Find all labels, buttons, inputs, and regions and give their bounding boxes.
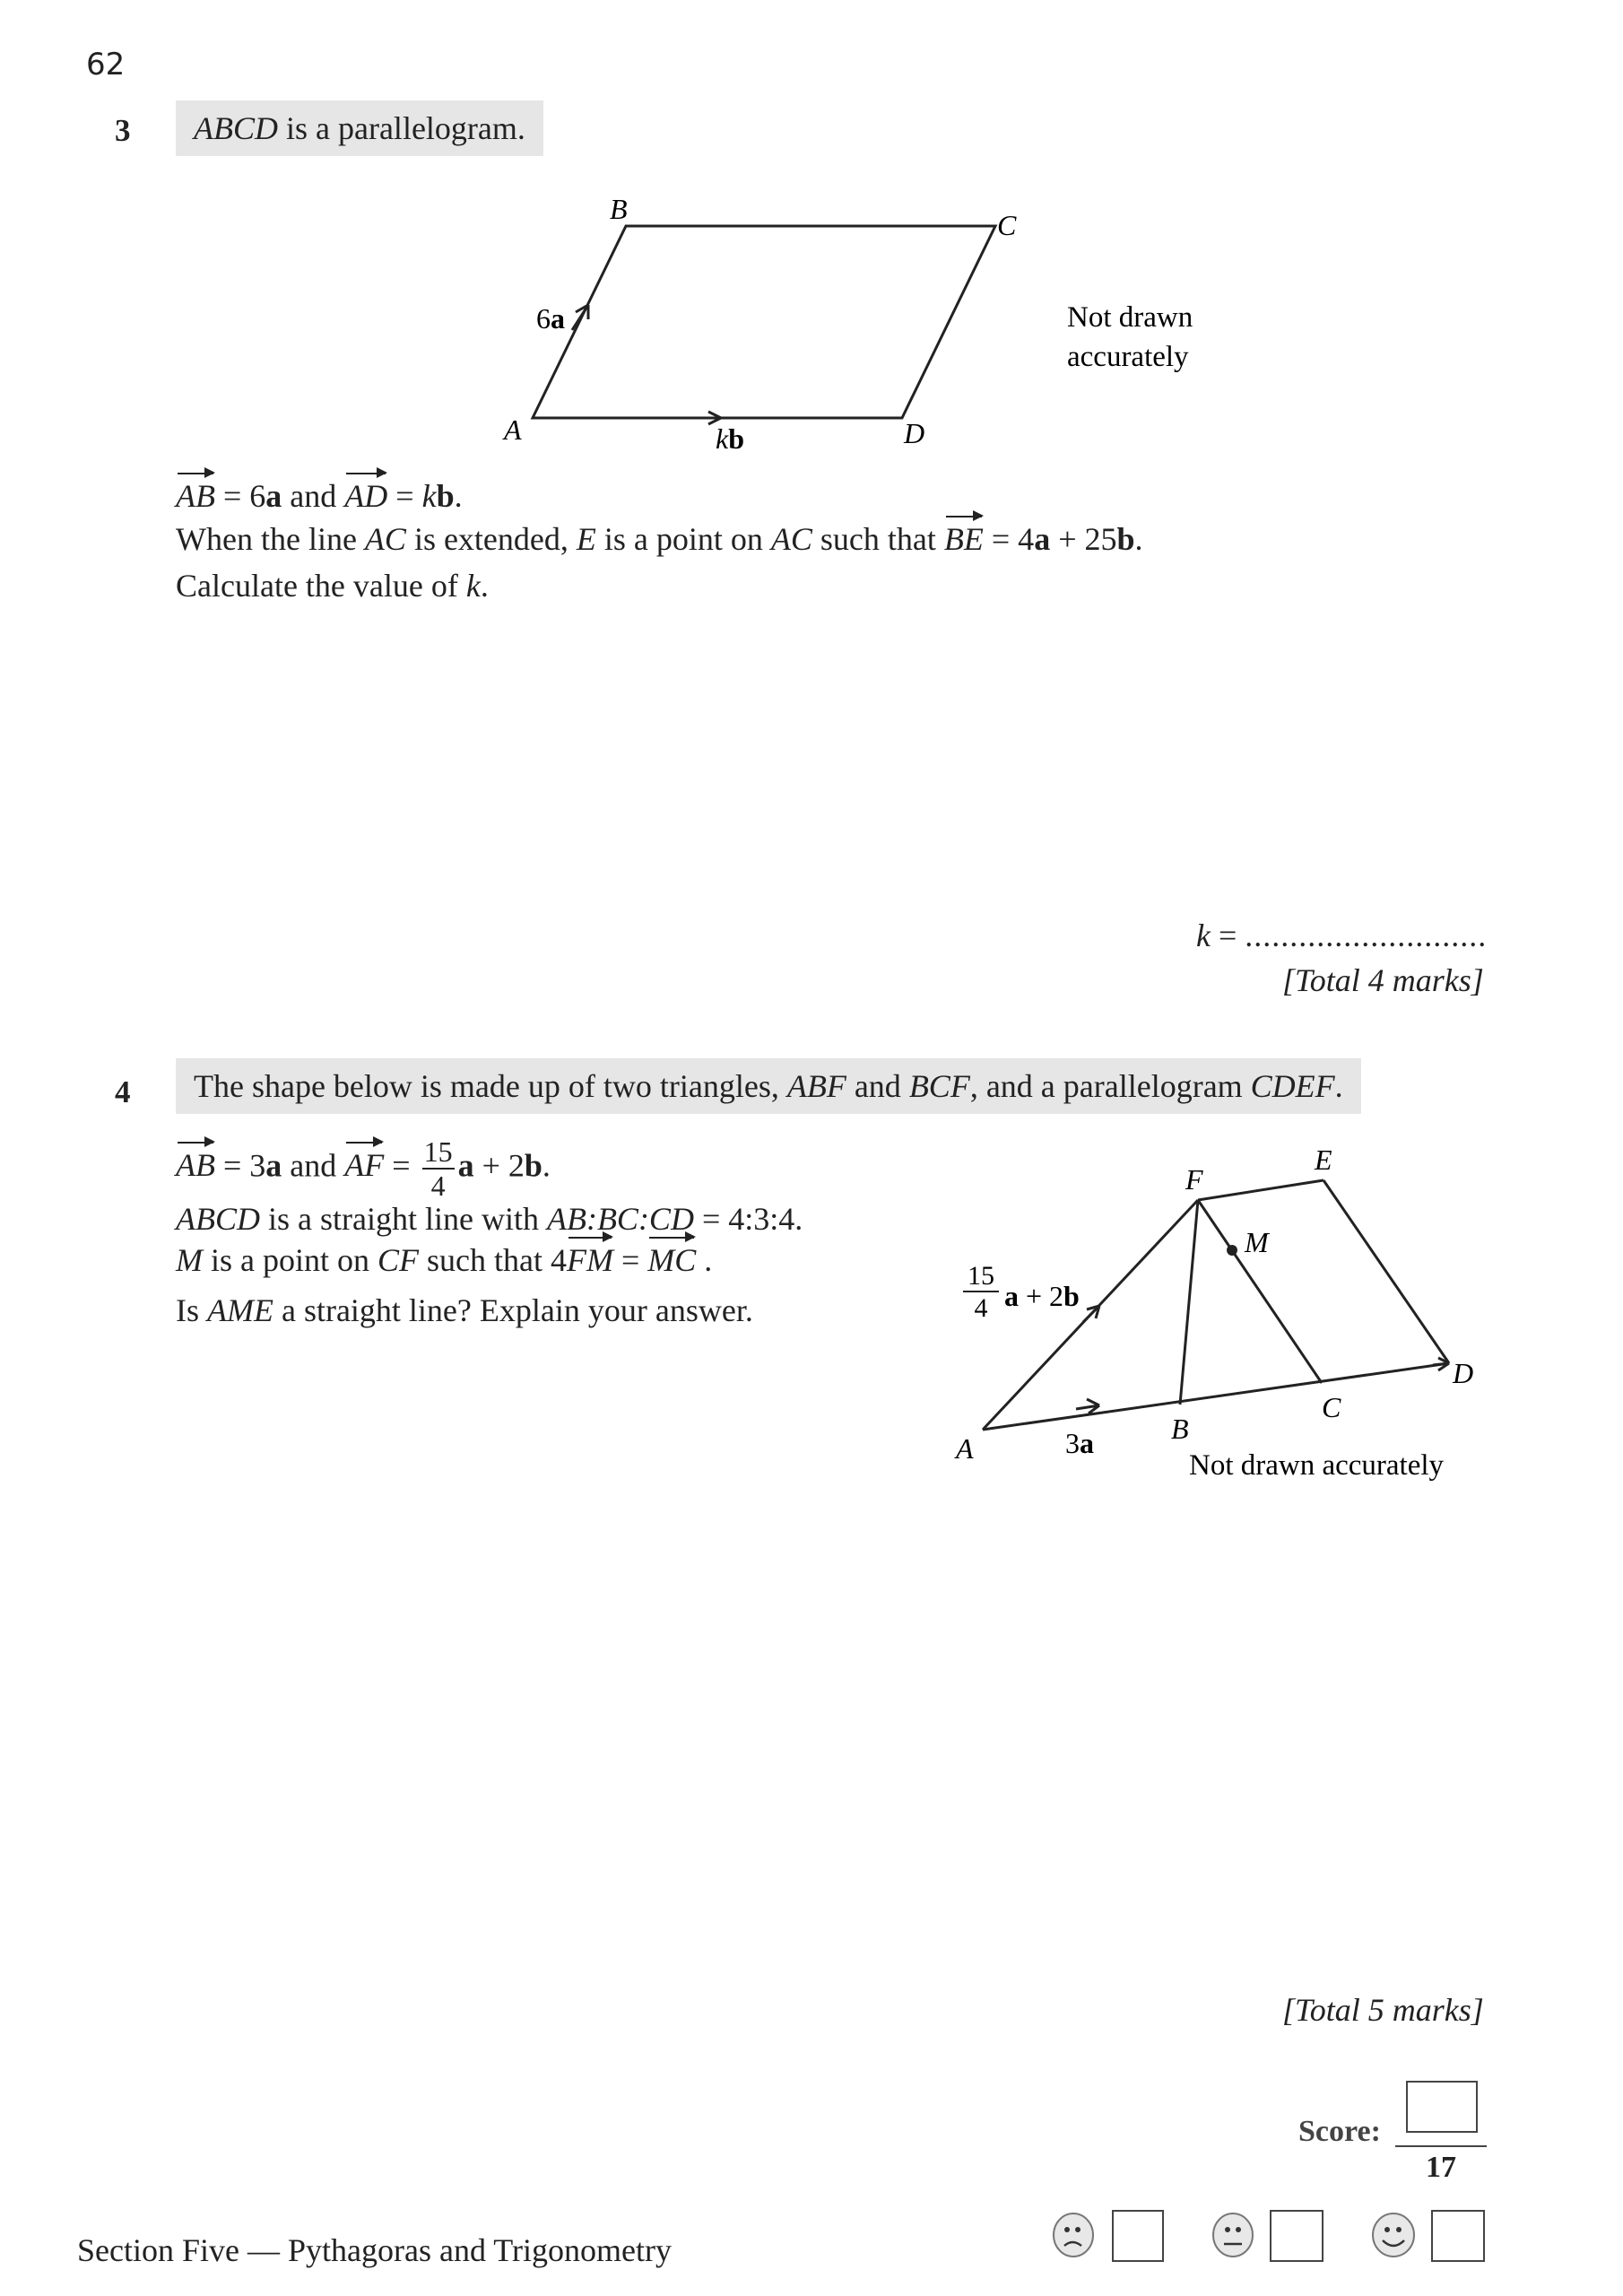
parallelogram-diagram bbox=[0, 0, 1623, 502]
af-arrow-icon bbox=[1083, 1306, 1099, 1322]
vector-be: BE bbox=[943, 521, 984, 557]
not-drawn-note-line1: Not drawn bbox=[1067, 301, 1193, 334]
score-label: Score: bbox=[1298, 2115, 1381, 2148]
vector-ab: AB bbox=[176, 1147, 215, 1184]
score-divider bbox=[1395, 2145, 1487, 2147]
question-4-heading: The shape below is made up of two triangles, ABF and BCF, and a parallelogram CDEF. bbox=[176, 1058, 1361, 1114]
af-vector-label bbox=[963, 1261, 1080, 1323]
score-input-box[interactable] bbox=[1406, 2081, 1478, 2133]
vertex-label-f: F bbox=[1185, 1163, 1203, 1196]
fraction-15-4: $\frac{15}{4}$ bbox=[423, 1135, 453, 1202]
happy-face-icon[interactable] bbox=[1370, 2210, 1417, 2260]
vertex-label-d: D bbox=[1453, 1357, 1474, 1389]
heading-text: is a parallelogram. bbox=[278, 110, 525, 146]
q3-line-extended: When the line AC is extended, E is a point on AC such that BE = 4a + 25b. bbox=[176, 521, 1143, 557]
neutral-rating-box[interactable] bbox=[1270, 2210, 1324, 2262]
not-drawn-note: Not drawn accurately bbox=[1189, 1449, 1445, 1482]
neutral-face-icon[interactable] bbox=[1211, 2210, 1255, 2260]
question-4-number: 4 bbox=[115, 1074, 131, 1109]
vertex-label-b: B bbox=[1171, 1413, 1189, 1445]
q4-point-m-line: M is a point on CF such that 4FM = MC . bbox=[176, 1242, 713, 1278]
vertex-label-b: B bbox=[610, 193, 628, 225]
q4-question-line: Is AME a straight line? Explain your answer. bbox=[176, 1292, 753, 1328]
vector-ad: AD bbox=[344, 478, 388, 514]
vertex-label-a: A bbox=[504, 413, 522, 446]
vector-af: AF bbox=[344, 1147, 385, 1184]
q4-ratio-line: ABCD is a straight line with AB:BC:CD = 4:3:4. bbox=[176, 1201, 803, 1237]
ab-vector-label: 6a bbox=[536, 302, 565, 335]
shape-name: ABCD bbox=[194, 110, 278, 146]
q3-answer-line[interactable]: k = ........................... bbox=[1196, 918, 1488, 953]
vector-mc: MC bbox=[647, 1242, 697, 1278]
vertex-label-d: D bbox=[904, 417, 925, 449]
vertex-label-m: M bbox=[1245, 1226, 1269, 1258]
q4-total-marks: [Total 5 marks] bbox=[1282, 1992, 1484, 2028]
ab-arrow-icon bbox=[572, 305, 588, 330]
svg-text:a + 2b: a + 2b bbox=[1004, 1280, 1080, 1312]
svg-text:4: 4 bbox=[974, 1293, 988, 1323]
q4-given-vectors: AB = 3a and AF = $\frac{15}{4}$ a + 2b. bbox=[176, 1135, 551, 1202]
svg-text:15: 15 bbox=[968, 1261, 994, 1291]
page-number: 62 bbox=[86, 47, 126, 83]
ab-arrow-icon bbox=[1076, 1399, 1099, 1413]
vertex-label-a: A bbox=[956, 1432, 974, 1465]
vertex-label-e: E bbox=[1315, 1144, 1332, 1176]
not-drawn-note-line2: accurately bbox=[1067, 341, 1189, 373]
happy-rating-box[interactable] bbox=[1431, 2210, 1485, 2262]
triangles-parallelogram-diagram bbox=[0, 1130, 1623, 1507]
footer-section-title: Section Five — Pythagoras and Trigonometry bbox=[77, 2232, 672, 2268]
ad-vector-label: kb bbox=[716, 422, 744, 455]
point-m-dot bbox=[1227, 1245, 1237, 1256]
sad-face-icon[interactable] bbox=[1051, 2210, 1096, 2260]
vector-fm: FM bbox=[567, 1242, 613, 1278]
parallelogram-shape bbox=[533, 226, 995, 418]
q3-given-vectors: AB = 6a and AD = kb. bbox=[176, 478, 463, 514]
answer-dots[interactable]: ........................... bbox=[1245, 918, 1488, 953]
q3-total-marks: [Total 4 marks] bbox=[1282, 962, 1484, 998]
vertex-label-c: C bbox=[997, 209, 1017, 241]
ab-vector-label: 3a bbox=[1065, 1427, 1094, 1459]
score-out-of: 17 bbox=[1426, 2151, 1456, 2184]
vector-ab: AB bbox=[176, 478, 215, 514]
sad-rating-box[interactable] bbox=[1112, 2210, 1164, 2262]
vertex-label-c: C bbox=[1322, 1391, 1341, 1423]
q3-instruction: Calculate the value of k. bbox=[176, 568, 489, 604]
question-3-number: 3 bbox=[115, 113, 131, 148]
